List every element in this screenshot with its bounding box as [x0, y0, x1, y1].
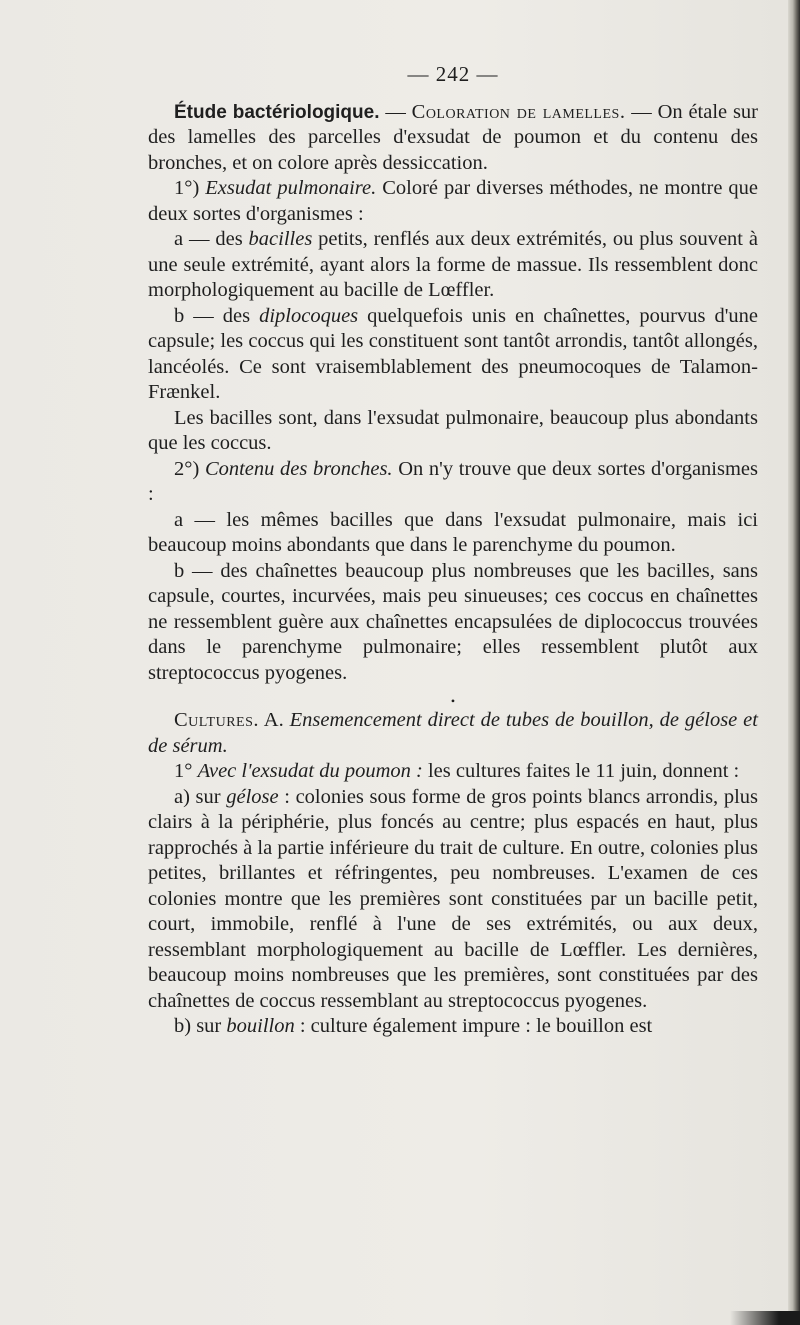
paragraph-gelose: a) sur gélose : colonies sous forme de gros points blancs arrondis, plus clairs à la périphérie, plus foncés au centre; plus espacés en haut, plus rapprochés à la partie inférieure du trait de culture. En outre, colonies plus petites, brillantes et réfringentes, peu nombreuses. L'examen de ces colonies montre que les premières sont constituées par un bacille petit, court, immobile, renflé à l'une de ses extrémités, ou aux deux, ressemblant morphologiquement au bacille de Lœffler. Les dernières, beaucoup moins nombreuses que les premières, sont constituées par des chaînettes de coccus ressemblant au streptococcus pyogenes.	[148, 785, 758, 1012]
paragraph-bronches-a: a — les mêmes bacilles que dans l'exsudat pulmonaire, mais ici beaucoup moins abondants que dans le parenchyme du poumon.	[148, 508, 758, 556]
cultures-heading: Cultures.	[174, 709, 260, 731]
section-heading: Étude bactériologique.	[174, 101, 380, 123]
item-label: Exsudat pulmonaire.	[205, 177, 377, 199]
paragraph-bronches: 2°) Contenu des bronches. On n'y trouve que deux sortes d'organismes :	[148, 457, 758, 505]
paragraph-study-intro: Étude bactériologique. — Coloration de lamelles. — On étale sur des lamelles des parcelles d'exsudat de poumon et du contenu des bronches, et on colore après dessiccation.	[148, 100, 759, 174]
paragraph-diplocoques: b — des diplocoques quelquefois unis en chaînettes, pourvus d'une capsule; les coccus qui les constituent sont tantôt arrondis, tantôt allongés, lancéolés. Ce sont vraisemblablement des pneumocoques de Talamon-Frænkel.	[148, 304, 758, 403]
paragraph-abundance: Les bacilles sont, dans l'exsudat pulmonaire, beaucoup plus abondants que les coccus.	[148, 406, 758, 454]
subheading: Coloration de lamelles.	[411, 100, 626, 123]
paragraph-bacilles: a — des bacilles petits, renflés aux deux extrémités, ou plus souvent à une seule extrémité, ayant alors la forme de massue. Ils ressemblent donc morphologiquement au bacille de Lœffler.	[148, 228, 758, 301]
paragraph-cultures: Cultures. A. Ensemencement direct de tubes de bouillon, de gélose et de sérum.	[148, 709, 758, 757]
separator-dot: •	[450, 694, 456, 708]
page-number: — 242 —	[407, 62, 499, 86]
item-label: Contenu des bronches.	[204, 457, 393, 480]
page-edge-shadow	[788, 0, 800, 1325]
page-text	[148, 62, 758, 1040]
paragraph-bronches-b: b — des chaînettes beaucoup plus nombreuses que les bacilles, sans capsule, courtes, incurvées, mais peu sinueuses; ces coccus en chaînettes ne ressemblent guère aux chaînettes encapsulées de diplococcus trouvées dans le parenchyme pulmonaire; elles ressemblent plutôt aux streptococcus pyogenes.	[148, 559, 758, 684]
paragraph-bouillon: b) sur bouillon : culture également impure : le bouillon est	[174, 1015, 653, 1037]
page-corner-shadow	[730, 1311, 800, 1325]
paragraph-exsudat-culture: 1° Avec l'exsudat du poumon : les cultures faites le 11 juin, donnent :	[174, 760, 740, 782]
paragraph-exsudat: 1°) Exsudat pulmonaire. Coloré par diverses méthodes, ne montre que deux sortes d'organismes :	[148, 177, 759, 225]
